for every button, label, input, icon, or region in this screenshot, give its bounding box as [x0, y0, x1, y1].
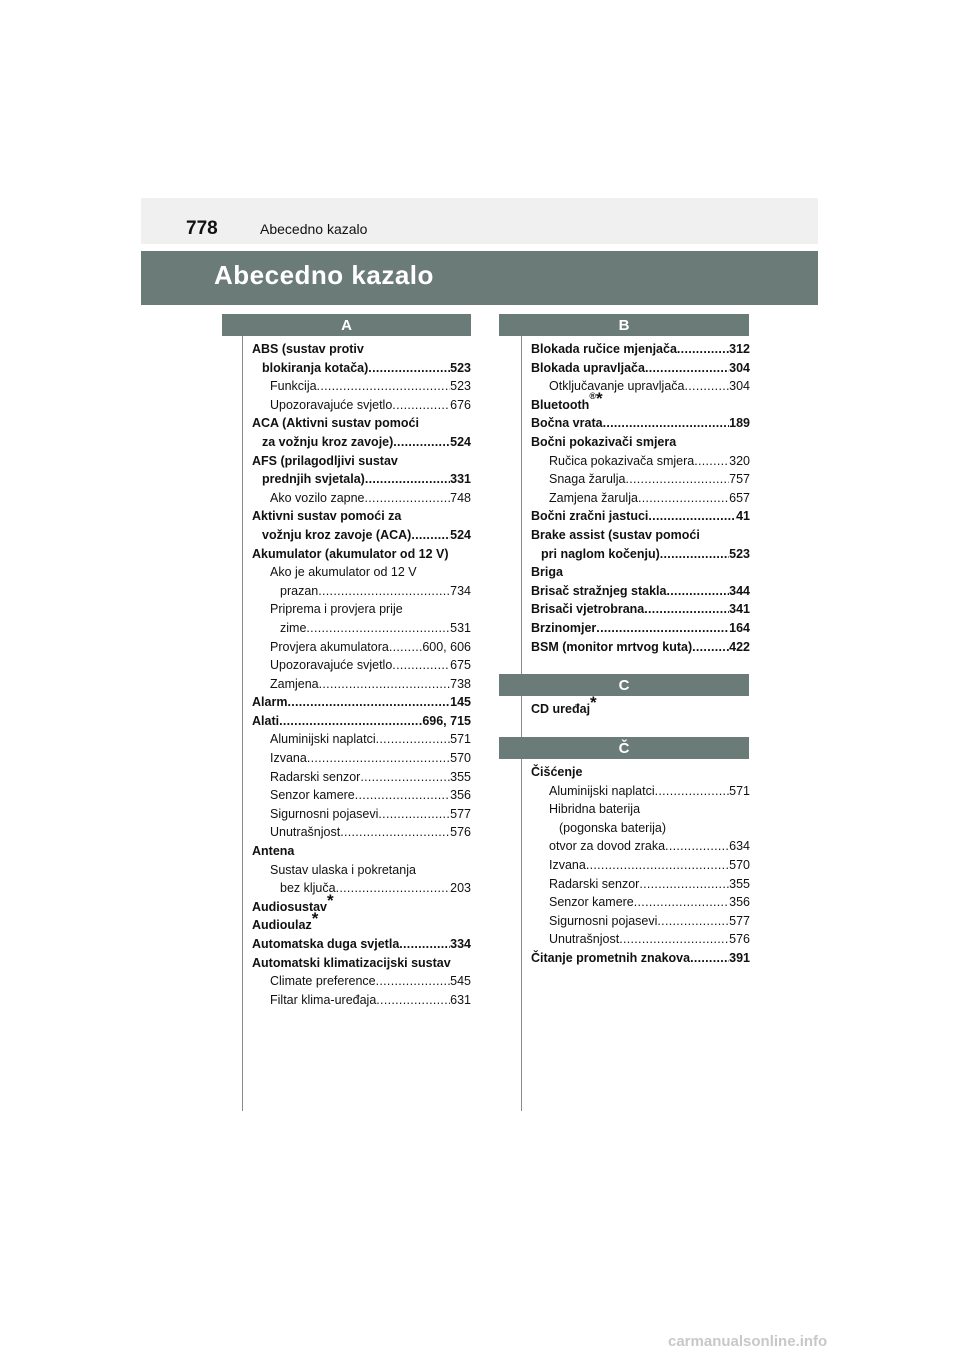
- entry-text: CD uređaj: [531, 702, 591, 716]
- dot-leader: [619, 930, 729, 949]
- page-reference: 41: [736, 509, 750, 524]
- index-entry: [531, 930, 750, 949]
- entry-text: Priprema i provjera prije: [270, 602, 403, 617]
- dot-leader: [376, 972, 451, 991]
- index-entry-line: [252, 935, 471, 954]
- index-entry: [252, 600, 471, 637]
- entry-text: Alati: [252, 713, 280, 728]
- dot-leader: [694, 452, 729, 471]
- dot-leader: [376, 991, 450, 1010]
- entry-text: Ručica pokazivača smjera: [549, 453, 695, 468]
- index-entry-line: [270, 656, 471, 675]
- page-reference: 531: [450, 620, 471, 635]
- index-entry-line: [252, 693, 471, 712]
- entry-text: vožnju kroz zavoje (ACA): [262, 527, 412, 542]
- page-reference: 657: [729, 490, 750, 505]
- index-entry-line: [549, 930, 750, 949]
- entry-text: Filtar klima-uređaja: [270, 992, 377, 1007]
- index-entry: [531, 470, 750, 489]
- index-entry: [531, 912, 750, 931]
- entry-text: BSM (monitor mrtvog kuta): [531, 639, 693, 654]
- entry-text: Blokada upravljača: [531, 360, 645, 375]
- index-entry-line: [270, 619, 471, 638]
- index-entry: [531, 414, 750, 433]
- section-header-c-caron: Č: [499, 737, 749, 759]
- section-header-a: A: [222, 314, 471, 336]
- dot-leader: [279, 712, 422, 731]
- entry-text: prazan: [280, 583, 319, 598]
- entry-text: ACA (Aktivni sustav pomoći: [252, 416, 419, 431]
- page-reference: 312: [729, 342, 750, 356]
- entry-text: Ako je akumulator od 12 V: [270, 565, 417, 580]
- index-entry: [252, 507, 471, 544]
- index-entry-line: [252, 452, 471, 471]
- entry-text: Audiosustav: [252, 899, 328, 914]
- dot-leader: [392, 656, 450, 675]
- index-entry-line: [252, 545, 471, 564]
- entry-text: Izvana: [549, 857, 586, 872]
- index-entry-line: [549, 782, 750, 801]
- dot-leader: [399, 935, 450, 954]
- page-reference: 341: [729, 602, 750, 617]
- index-entry-line: [252, 526, 471, 545]
- index-entry-line: [270, 768, 471, 787]
- dot-leader: [365, 470, 450, 489]
- index-entry-line: [549, 489, 750, 508]
- index-entry-line: [252, 507, 471, 526]
- entry-text: Antena: [252, 844, 295, 859]
- dot-leader: [645, 359, 729, 378]
- page-reference: 320: [729, 453, 750, 468]
- index-entry: [252, 823, 471, 842]
- page-reference: 748: [450, 490, 471, 505]
- index-entry-line: [549, 856, 750, 875]
- dot-leader: [393, 433, 450, 452]
- entry-text: blokiranja kotača): [262, 360, 369, 375]
- index-entry-line: [549, 893, 750, 912]
- running-title: Abecedno kazalo: [260, 221, 368, 237]
- dot-leader: [644, 600, 729, 619]
- entry-text: pri naglom kočenju): [541, 546, 660, 561]
- column-rule-left: [242, 335, 243, 1111]
- page-reference: 524: [450, 527, 471, 542]
- index-entry-line: [270, 805, 471, 824]
- entry-text: otvor za dovod zraka: [549, 839, 666, 854]
- entry-text: Bočni zračni jastuci: [531, 509, 649, 524]
- entry-text: Izvana: [270, 751, 307, 766]
- index-entry: [252, 935, 471, 954]
- entry-text: (pogonska baterija): [559, 820, 667, 835]
- page-reference: 304: [729, 360, 750, 375]
- index-entry-line: [531, 359, 750, 378]
- index-entry: [252, 396, 471, 415]
- index-entry: [252, 638, 471, 657]
- index-entry-line: [270, 582, 471, 601]
- index-entry: [531, 359, 750, 378]
- entry-text: Sustav ulaska i pokretanja: [270, 862, 416, 877]
- dot-leader: [411, 526, 450, 545]
- index-entry: [252, 563, 471, 600]
- registered-mark: ®: [589, 390, 596, 401]
- page-reference: 675: [450, 658, 471, 673]
- page-reference: 576: [450, 825, 471, 840]
- entry-text: Blokada ručice mjenjača: [531, 342, 677, 356]
- index-entry-line: [549, 452, 750, 471]
- index-entry-line: [270, 991, 471, 1010]
- dot-leader: [307, 749, 450, 768]
- dot-leader: [660, 545, 729, 564]
- entry-text: Funkcija: [270, 379, 317, 394]
- index-entry: [531, 893, 750, 912]
- entry-text: Senzor kamere: [270, 788, 355, 803]
- entry-text: AFS (prilagodljivi sustav: [252, 453, 398, 468]
- index-entry-line: [252, 340, 471, 359]
- index-entry-line: [549, 837, 750, 856]
- page-reference: 634: [729, 839, 750, 854]
- dot-leader: [625, 470, 729, 489]
- index-entry: [531, 433, 750, 452]
- entry-text: Automatski klimatizacijski sustav: [252, 955, 451, 970]
- index-entry: [531, 526, 750, 563]
- entry-text: Alarm: [252, 695, 288, 710]
- index-entry: [252, 991, 471, 1010]
- entry-text: zime: [280, 620, 307, 635]
- page-reference: 757: [729, 472, 750, 487]
- index-entry: [531, 856, 750, 875]
- page-reference: 523: [450, 379, 471, 394]
- entry-text: Zamjena žarulja: [549, 490, 638, 505]
- page-reference: 571: [450, 732, 471, 747]
- dot-leader: [306, 619, 450, 638]
- dot-leader: [648, 507, 736, 526]
- index-entry: [252, 712, 471, 731]
- page-reference: 203: [450, 881, 471, 896]
- page-reference: 164: [729, 620, 750, 635]
- entry-text: Senzor kamere: [549, 895, 634, 910]
- page-reference: 356: [450, 788, 471, 803]
- dot-leader: [685, 377, 730, 396]
- index-entry-line: [270, 638, 471, 657]
- index-entry: [252, 489, 471, 508]
- entry-text: Čitanje prometnih znakova: [531, 950, 691, 965]
- index-entry: [252, 656, 471, 675]
- dot-leader: [318, 582, 450, 601]
- entry-text: Ako vozilo zapne: [270, 490, 365, 505]
- index-entry-line: [270, 600, 471, 619]
- page-reference: 738: [450, 676, 471, 691]
- dot-leader: [586, 856, 729, 875]
- index-entry: [252, 972, 471, 991]
- index-entry: [531, 619, 750, 638]
- dot-leader: [690, 949, 729, 968]
- dot-leader: [376, 730, 451, 749]
- index-entry: [252, 786, 471, 805]
- page-reference: 576: [729, 932, 750, 947]
- index-entry-line: [549, 470, 750, 489]
- footnote-star: *: [590, 693, 597, 712]
- index-entry-line: [270, 730, 471, 749]
- index-entry: [252, 452, 471, 489]
- dot-leader: [389, 638, 423, 657]
- page-reference: 189: [729, 416, 750, 431]
- entry-text: Aluminijski naplatci: [270, 732, 376, 747]
- dot-leader: [355, 786, 450, 805]
- entry-text: Zamjena: [270, 676, 319, 691]
- page-reference: 331: [450, 472, 471, 487]
- dot-leader: [287, 693, 450, 712]
- index-entry: [531, 507, 750, 526]
- entry-text: Radarski senzor: [270, 769, 361, 784]
- entry-text: prednjih svjetala): [262, 472, 365, 487]
- page-reference: 545: [450, 974, 471, 989]
- index-entry-line: [270, 563, 471, 582]
- dot-leader: [665, 837, 729, 856]
- page-reference: 570: [729, 857, 750, 872]
- index-entry: [252, 414, 471, 451]
- entry-text: Unutrašnjost: [270, 825, 341, 840]
- index-entry-line: [559, 819, 750, 838]
- index-entry: [531, 563, 750, 582]
- page-reference: 334: [450, 937, 471, 951]
- index-entry-line: [252, 909, 471, 935]
- entry-text: Sigurnosni pojasevi: [270, 806, 379, 821]
- index-entry-line: [252, 890, 471, 917]
- index-entry-line: [252, 414, 471, 433]
- page-reference: 696, 715: [422, 713, 471, 728]
- index-entry-line: [531, 507, 750, 526]
- dot-leader: [638, 489, 729, 508]
- entry-text: Čišćenje: [531, 765, 583, 779]
- index-entry-line: [549, 377, 750, 396]
- index-entry-line: [531, 763, 750, 782]
- page-reference: 523: [729, 546, 750, 561]
- footnote-star: *: [327, 890, 334, 910]
- entry-text: Hibridna baterija: [549, 802, 641, 817]
- index-entry-line: [531, 619, 750, 638]
- index-entry: [252, 693, 471, 712]
- running-header-bar: [141, 198, 818, 244]
- entry-text: Bluetooth: [531, 397, 590, 412]
- index-entry: [531, 582, 750, 601]
- entry-text: Brzinomjer: [531, 620, 597, 635]
- index-entry-line: [270, 675, 471, 694]
- index-entry: [531, 875, 750, 894]
- index-entry-line: [252, 954, 471, 973]
- index-entry: [252, 954, 471, 973]
- index-entry: [252, 890, 471, 917]
- index-entry: [531, 340, 750, 359]
- page-reference: 344: [729, 583, 750, 598]
- index-entry-line: [270, 879, 471, 898]
- page-reference: 355: [729, 876, 750, 891]
- entry-text: Brake assist (sustav pomoći: [531, 527, 700, 542]
- page-reference: 676: [450, 397, 471, 412]
- index-entry-line: [531, 582, 750, 601]
- index-entry: [252, 861, 471, 898]
- index-entry: [531, 638, 750, 657]
- dot-leader: [655, 782, 730, 801]
- dot-leader: [667, 582, 730, 601]
- index-entry: [531, 388, 750, 415]
- entry-text: Radarski senzor: [549, 876, 640, 891]
- dot-leader: [603, 414, 730, 433]
- index-list-a: [252, 340, 471, 1009]
- dot-leader: [340, 823, 450, 842]
- page-number: 778: [186, 218, 218, 239]
- entry-text: Brisač stražnjeg stakla: [531, 583, 667, 598]
- index-entry: [252, 749, 471, 768]
- index-list-b: [531, 340, 750, 656]
- index-entry: [252, 768, 471, 787]
- index-entry: [252, 675, 471, 694]
- dot-leader: [360, 768, 450, 787]
- page-reference: 570: [450, 751, 471, 766]
- dot-leader: [368, 359, 450, 378]
- index-entry: [252, 909, 471, 935]
- page-reference: 145: [450, 695, 471, 710]
- entry-text: Akumulator (akumulator od 12 V): [252, 546, 449, 561]
- index-entry: [531, 949, 750, 968]
- entry-text: Audioulaz: [252, 918, 312, 933]
- page-reference: 571: [729, 783, 750, 798]
- index-entry-line: [531, 600, 750, 619]
- page-reference: 356: [729, 895, 750, 910]
- index-entry: [531, 837, 750, 856]
- index-entry: [531, 819, 750, 838]
- entry-text: Automatska duga svjetla: [252, 937, 400, 951]
- entry-text: Brisači vjetrobrana: [531, 602, 645, 617]
- page-reference: 523: [450, 360, 471, 375]
- page-reference: 600, 606: [422, 639, 471, 654]
- index-entry-line: [531, 526, 750, 545]
- index-entry-line: [270, 861, 471, 880]
- page-reference: 577: [729, 913, 750, 928]
- index-entry: [252, 842, 471, 861]
- index-entry: [252, 377, 471, 396]
- dot-leader: [677, 340, 729, 359]
- dot-leader: [657, 912, 729, 931]
- entry-text: Upozoravajuće svjetlo: [270, 397, 393, 412]
- entry-text: ABS (sustav protiv: [252, 342, 364, 356]
- index-entry: [531, 763, 750, 782]
- entry-text: Bočna vrata: [531, 416, 603, 431]
- section-header-c: C: [499, 674, 749, 696]
- index-entry: [531, 693, 750, 719]
- index-entry: [531, 489, 750, 508]
- index-entry: [531, 782, 750, 801]
- index-entry: [531, 600, 750, 619]
- dot-leader: [634, 893, 729, 912]
- entry-text: Bočni pokazivači smjera: [531, 434, 677, 449]
- index-entry-line: [270, 823, 471, 842]
- index-entry: [531, 452, 750, 471]
- entry-text: bez ključa: [280, 881, 336, 896]
- index-entry-line: [270, 972, 471, 991]
- index-entry-line: [252, 712, 471, 731]
- footnote-star: *: [311, 909, 319, 929]
- entry-text: Aktivni sustav pomoći za: [252, 509, 402, 524]
- index-entry-line: [252, 433, 471, 452]
- entry-text: Upozoravajuće svjetlo: [270, 658, 393, 673]
- entry-text: Otključavanje upravljača: [549, 379, 685, 394]
- dot-leader: [378, 805, 450, 824]
- dot-leader: [692, 638, 729, 657]
- index-entry-line: [252, 470, 471, 489]
- index-entry-line: [252, 359, 471, 378]
- entry-text: Climate preference: [270, 974, 376, 989]
- index-entry-line: [531, 949, 750, 968]
- entry-text: Briga: [531, 565, 563, 580]
- index-entry-line: [270, 377, 471, 396]
- index-entry-line: [549, 800, 750, 819]
- index-entry-line: [252, 842, 471, 861]
- index-entry-line: [270, 786, 471, 805]
- index-entry-line: [531, 638, 750, 657]
- index-entry: [531, 800, 750, 819]
- entry-text: Aluminijski naplatci: [549, 783, 655, 798]
- page-reference: 524: [450, 434, 471, 449]
- index-entry: [252, 730, 471, 749]
- entry-text: za vožnju kroz zavoje): [262, 434, 394, 449]
- index-entry: [252, 545, 471, 564]
- page-reference: 304: [729, 379, 750, 394]
- dot-leader: [317, 377, 451, 396]
- dot-leader: [365, 489, 451, 508]
- dot-leader: [596, 619, 729, 638]
- index-entry-line: [549, 912, 750, 931]
- index-entry: [252, 340, 471, 377]
- page-reference: 734: [450, 583, 471, 598]
- entry-text: Provjera akumulatora: [270, 639, 389, 654]
- page-reference: 577: [450, 806, 471, 821]
- entry-text: Sigurnosni pojasevi: [549, 913, 658, 928]
- index-entry-line: [531, 340, 750, 359]
- index-entry-line: [531, 388, 750, 415]
- index-entry-line: [531, 545, 750, 564]
- footnote-star: *: [595, 388, 603, 408]
- index-entry-line: [531, 414, 750, 433]
- index-list-c-caron: [531, 763, 750, 968]
- column-rule-right: [521, 335, 522, 1111]
- index-entry-line: [549, 875, 750, 894]
- watermark-text: carmanualsonline.info: [668, 1333, 828, 1350]
- page-reference: 391: [729, 950, 750, 965]
- index-entry-line: [270, 749, 471, 768]
- index-list-c: [531, 693, 750, 719]
- dot-leader: [392, 396, 450, 415]
- index-entry-line: [531, 693, 750, 719]
- page-title: Abecedno kazalo: [214, 260, 434, 290]
- dot-leader: [319, 675, 451, 694]
- dot-leader: [336, 879, 451, 898]
- index-entry-line: [270, 396, 471, 415]
- entry-text: Snaga žarulja: [549, 472, 626, 487]
- entry-text: Unutrašnjost: [549, 932, 620, 947]
- index-entry: [531, 377, 750, 396]
- index-entry-line: [270, 489, 471, 508]
- index-entry-line: [531, 563, 750, 582]
- index-entry: [252, 805, 471, 824]
- dot-leader: [639, 875, 729, 894]
- page-reference: 355: [450, 769, 471, 784]
- page-reference: 631: [450, 992, 471, 1007]
- section-header-b: B: [499, 314, 749, 336]
- index-entry-line: [531, 433, 750, 452]
- page-reference: 422: [729, 639, 750, 654]
